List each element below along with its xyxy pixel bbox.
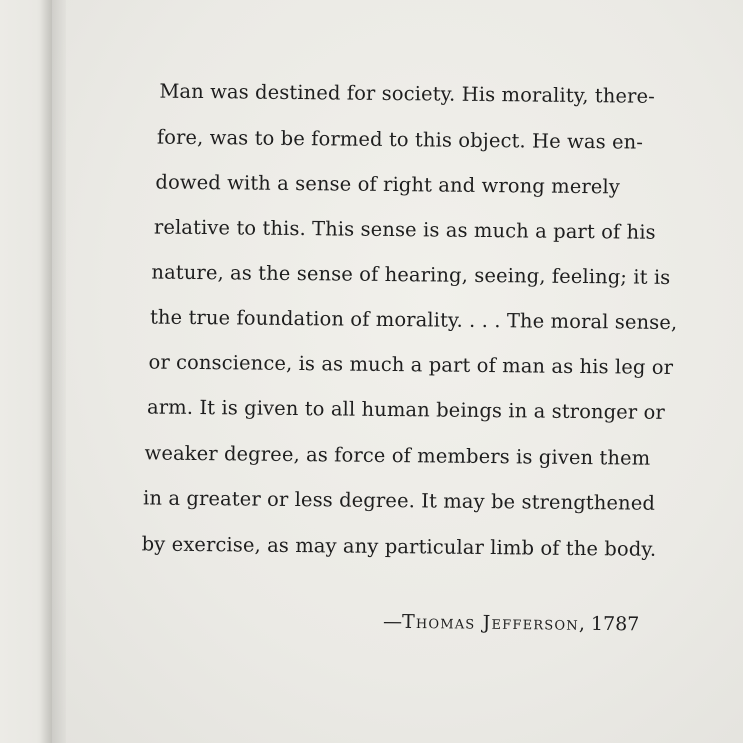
quote-line: in a greater or less degree. It may be strengthened [143, 486, 656, 515]
attribution-author: Thomas Jefferson [401, 610, 579, 635]
quote-line: arm. It is given to all human beings in a stronger or [146, 395, 665, 424]
attribution-dash: — [382, 610, 402, 633]
quote-line: Man was destined for society. His morality, there- [159, 79, 655, 108]
quote-line: the true foundation of morality. . . . The moral sense, [149, 305, 678, 335]
attribution [382, 610, 640, 636]
quote-line: or conscience, is as much a part of man as his leg or [148, 350, 674, 379]
quote-line: relative to this. This sense is as much a part of his [153, 215, 656, 244]
quote-line: by exercise, as may any particular limb of the body. [141, 532, 657, 561]
quote-line: weaker degree, as force of members is given them [144, 441, 651, 470]
quote-line: dowed with a sense of right and wrong merely [155, 170, 621, 199]
quote-line: nature, as the sense of hearing, seeing, feeling; it is [151, 260, 671, 289]
attribution-year: , 1787 [578, 612, 640, 636]
quote-line: fore, was to be formed to this object. He was en- [156, 125, 644, 154]
